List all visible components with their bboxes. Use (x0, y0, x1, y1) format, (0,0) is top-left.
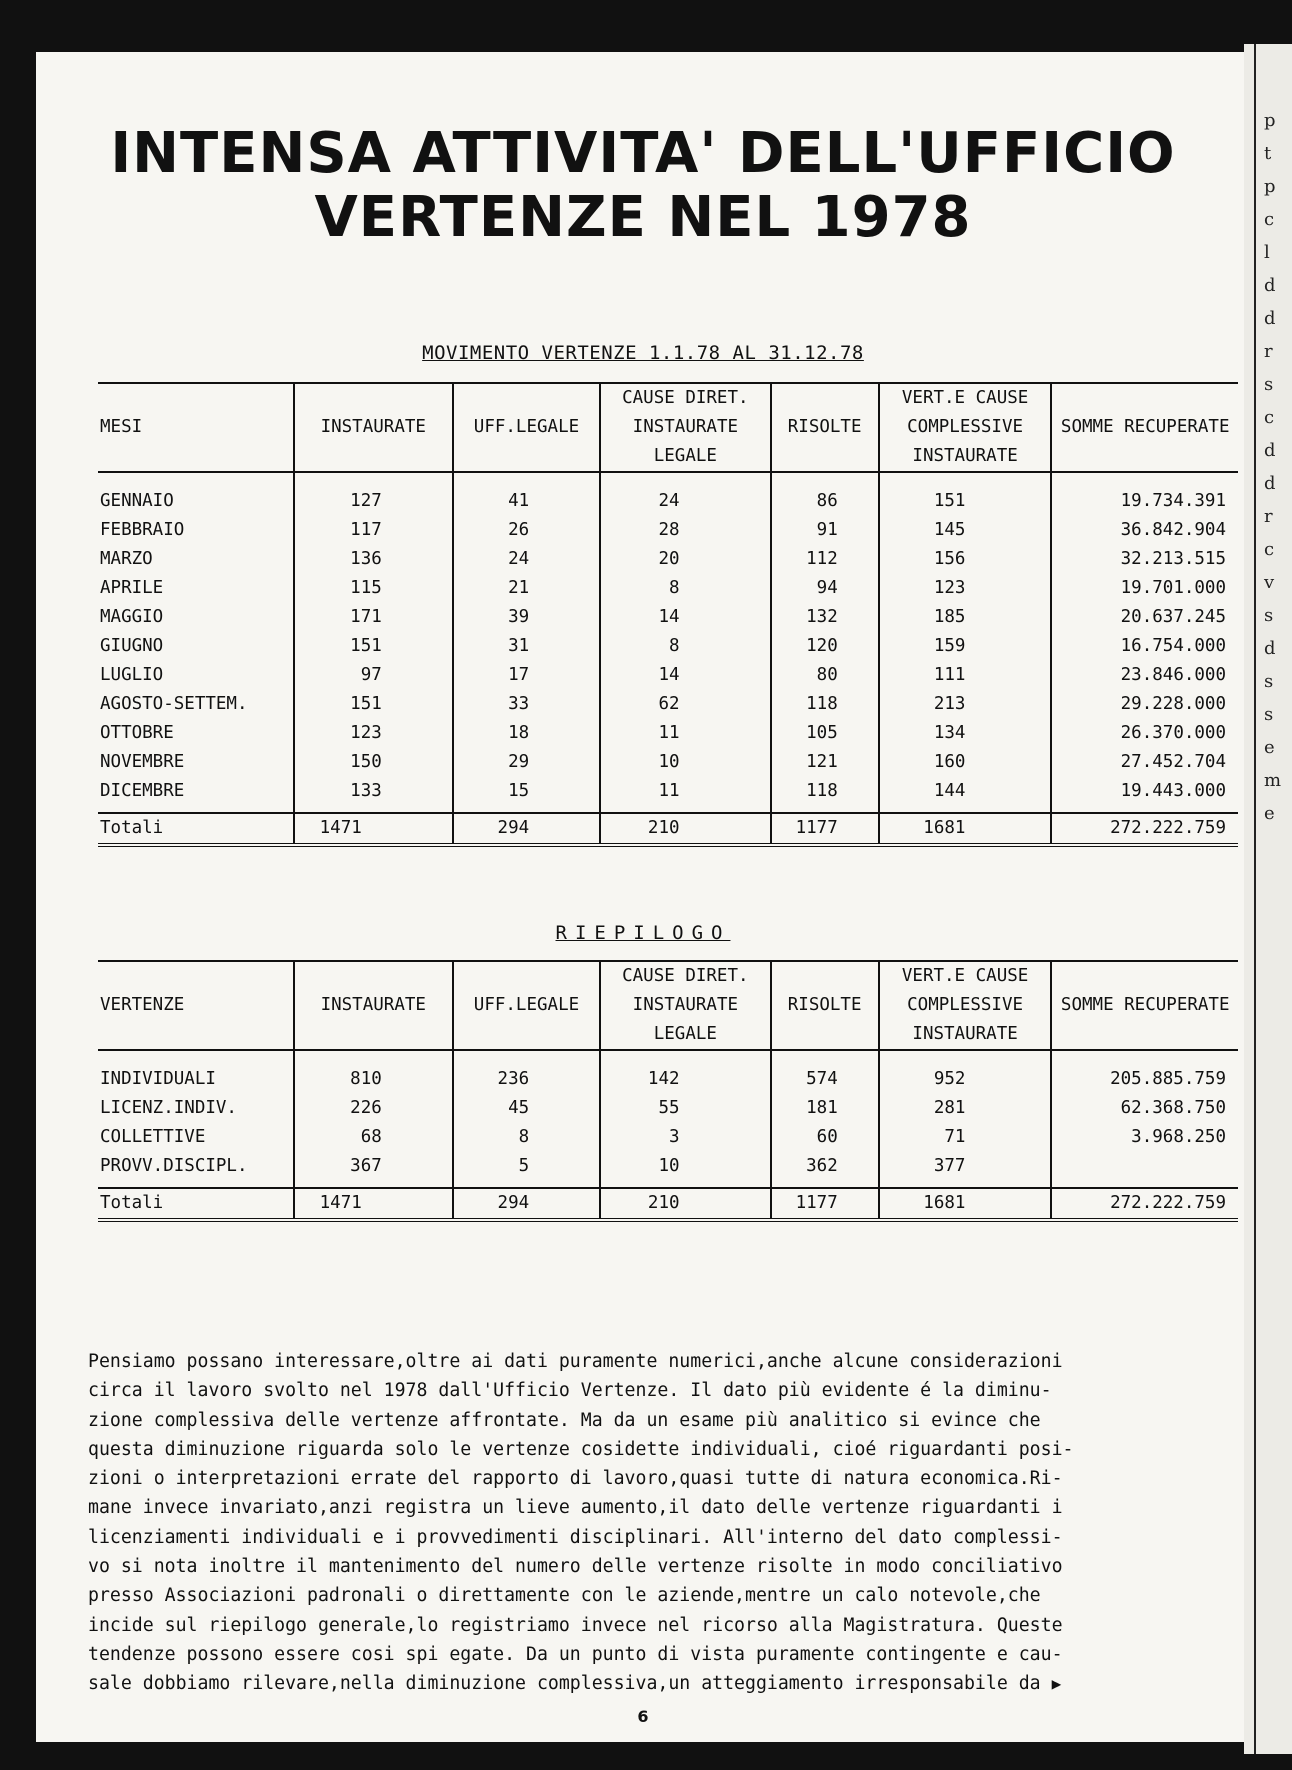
table-cell: 32.213.515 (1051, 545, 1238, 574)
table-cell: 171 (294, 603, 453, 632)
table-row (98, 603, 1238, 632)
table-cell: 132 (771, 603, 879, 632)
adjacent-page-letter: m (1264, 770, 1282, 791)
col-header: RISOLTE (771, 961, 879, 1050)
row-label: LUGLIO (100, 665, 164, 685)
table-cell: 121 (771, 748, 879, 777)
paragraph-line-text: zioni o interpretazioni errate del rapporto di lavoro,quasi tutte di natura economica.Ri- (88, 1468, 1063, 1490)
document-page (36, 52, 1250, 1742)
table-row (98, 1094, 1238, 1123)
table-cell: 105 (771, 719, 879, 748)
table-row (98, 516, 1238, 545)
table-cell: 134 (879, 719, 1052, 748)
table-row (98, 661, 1238, 690)
table-cell: 181 (771, 1094, 879, 1123)
adjacent-page-letter: d (1264, 638, 1276, 659)
table-cell: 123 (879, 574, 1052, 603)
total-cell: 294 (453, 813, 600, 845)
col-header: SOMME RECUPERATE (1051, 383, 1238, 472)
paragraph-line (88, 1611, 1250, 1640)
table-row (98, 1152, 1238, 1188)
table-cell: 23.846.000 (1051, 661, 1238, 690)
table-cell: 150 (294, 748, 453, 777)
table-cell: 159 (879, 632, 1052, 661)
table-cell: 16.754.000 (1051, 632, 1238, 661)
col-header: UFF.LEGALE (453, 961, 600, 1050)
totals-label: Totali (98, 1188, 294, 1220)
paragraph-line (88, 1493, 1250, 1522)
table-cell: 236 (453, 1050, 600, 1094)
table-cell: 21 (453, 574, 600, 603)
table-cell: 118 (771, 777, 879, 813)
paragraph-line-text: licenziamenti individuali e i provvedimenti disciplinari. All'interno del dato complessi- (88, 1526, 1063, 1548)
col-header: VERT.E CAUSE COMPLESSIVE INSTAURATE (879, 961, 1052, 1050)
table-row (98, 719, 1238, 748)
page-title (36, 122, 1250, 250)
adjacent-page-letter: c (1264, 407, 1275, 428)
table-cell: 94 (771, 574, 879, 603)
paragraph-line-text: zione complessiva delle vertenze affrontate. Ma da un esame più analitico si evince che (88, 1409, 1041, 1431)
riepilogo-subtitle: RIEPILOGO (555, 922, 731, 944)
table-cell: 41 (453, 472, 600, 516)
total-cell: 1177 (771, 1188, 879, 1220)
table-cell: 10 (600, 1152, 770, 1188)
row-label: FEBBRAIO (100, 520, 185, 540)
total-cell: 272.222.759 (1051, 1188, 1238, 1220)
table-cell: 145 (879, 516, 1052, 545)
table-cell: 31 (453, 632, 600, 661)
col-header: RISOLTE (771, 383, 879, 472)
adjacent-page-letter: d (1264, 308, 1276, 329)
adjacent-page-letter: d (1264, 275, 1276, 296)
table-row (98, 574, 1238, 603)
table-cell: 45 (453, 1094, 600, 1123)
paragraph-line-text: questa diminuzione riguarda solo le vertenze cosidette individuali, cioé riguardanti posi- (88, 1438, 1074, 1460)
table-cell: 185 (879, 603, 1052, 632)
table-row (98, 748, 1238, 777)
table-row (98, 472, 1238, 516)
adjacent-page-letter: s (1264, 671, 1274, 692)
row-label: APRILE (100, 578, 164, 598)
row-label: MARZO (100, 549, 153, 569)
table-cell: 123 (294, 719, 453, 748)
adjacent-page-letter: v (1264, 572, 1275, 593)
totals-row (98, 813, 1238, 845)
table-header-row (98, 383, 1238, 472)
table-cell: 14 (600, 661, 770, 690)
table-cell: 80 (771, 661, 879, 690)
table-cell: 20.637.245 (1051, 603, 1238, 632)
total-cell: 1177 (771, 813, 879, 845)
adjacent-page-letter: r (1264, 341, 1273, 362)
title-line-1: INTENSA ATTIVITA' DELL'UFFICIO (110, 121, 1176, 186)
adjacent-page-letter: p (1264, 176, 1276, 197)
table-cell: 362 (771, 1152, 879, 1188)
movimento-subtitle: MOVIMENTO VERTENZE 1.1.78 AL 31.12.78 (422, 342, 864, 364)
col-header: CAUSE DIRET. INSTAURATE LEGALE (600, 961, 770, 1050)
table-cell: 18 (453, 719, 600, 748)
paragraph-line-text: circa il lavoro svolto nel 1978 dall'Ufficio Vertenze. Il dato più evidente é la diminu- (88, 1380, 1052, 1402)
adjacent-page-letter: s (1264, 605, 1274, 626)
table-cell: 127 (294, 472, 453, 516)
table-cell: 19.734.391 (1051, 472, 1238, 516)
adjacent-page-letter: r (1264, 506, 1273, 527)
row-label: INDIVIDUALI (100, 1069, 216, 1089)
paragraph-line (88, 1376, 1250, 1405)
table-cell: 15 (453, 777, 600, 813)
table-cell: 117 (294, 516, 453, 545)
adjacent-page-letters (1264, 104, 1281, 830)
table-row (98, 777, 1238, 813)
adjacent-page-letter: c (1264, 539, 1275, 560)
paragraph-line (88, 1552, 1250, 1581)
paragraph-line (88, 1464, 1250, 1493)
table-cell: 151 (294, 690, 453, 719)
table-row (98, 545, 1238, 574)
table-cell: 20 (600, 545, 770, 574)
paragraph-line (88, 1640, 1250, 1669)
table-cell: 27.452.704 (1051, 748, 1238, 777)
table-cell: 19.443.000 (1051, 777, 1238, 813)
table-cell: 28 (600, 516, 770, 545)
table-cell: 151 (879, 472, 1052, 516)
paragraph-line (88, 1523, 1250, 1552)
table-cell: 17 (453, 661, 600, 690)
table-cell: 97 (294, 661, 453, 690)
adjacent-page-letter: c (1264, 209, 1275, 230)
table-cell: 156 (879, 545, 1052, 574)
table-cell: 11 (600, 777, 770, 813)
riepilogo-table (98, 960, 1238, 1222)
table-cell (1051, 1152, 1238, 1188)
table-cell: 120 (771, 632, 879, 661)
adjacent-page-letter: e (1264, 803, 1275, 824)
table-header-row (98, 961, 1238, 1050)
table-cell: 133 (294, 777, 453, 813)
paragraph-line-text: tendenze possono essere cosi spi egate. Da un punto di vista puramente contingente e cau- (88, 1643, 1063, 1665)
table-cell: 213 (879, 690, 1052, 719)
table-cell: 26 (453, 516, 600, 545)
adjacent-page-letter: d (1264, 440, 1276, 461)
row-label: AGOSTO-SETTEM. (100, 694, 248, 714)
total-cell: 1681 (879, 813, 1052, 845)
table-cell: 377 (879, 1152, 1052, 1188)
table-cell: 14 (600, 603, 770, 632)
table-cell: 142 (600, 1050, 770, 1094)
table-cell: 11 (600, 719, 770, 748)
table-cell: 62 (600, 690, 770, 719)
page-gutter-line (1254, 44, 1256, 1754)
row-label: LICENZ.INDIV. (100, 1098, 237, 1118)
total-cell: 272.222.759 (1051, 813, 1238, 845)
col-header: INSTAURATE (294, 383, 453, 472)
table-row (98, 1123, 1238, 1152)
table-cell: 10 (600, 748, 770, 777)
paragraph-line-text: sale dobbiamo rilevare,nella diminuzione complessiva,un atteggiamento irresponsabile da (88, 1673, 1041, 1695)
paragraph-line-text: incide sul riepilogo generale,lo registriamo invece nel ricorso alla Magistratura. Queste (88, 1614, 1063, 1636)
adjacent-page-letter: l (1264, 242, 1270, 263)
table-cell: 144 (879, 777, 1052, 813)
total-cell: 1471 (294, 813, 453, 845)
row-label: GIUGNO (100, 636, 164, 656)
table-cell: 8 (600, 632, 770, 661)
paragraph-line (88, 1581, 1250, 1610)
table-cell: 115 (294, 574, 453, 603)
table-cell: 8 (453, 1123, 600, 1152)
paragraph-line (88, 1669, 1250, 1698)
total-cell: 210 (600, 1188, 770, 1220)
paragraph-line-text: presso Associazioni padronali o direttamente con le aziende,mentre un calo notevole,che (88, 1585, 1041, 1607)
paragraph-line (88, 1347, 1250, 1376)
row-label: PROVV.DISCIPL. (100, 1156, 248, 1176)
table-cell: 29.228.000 (1051, 690, 1238, 719)
table-cell: 5 (453, 1152, 600, 1188)
page-number: 6 (637, 1707, 649, 1726)
table-cell: 24 (453, 545, 600, 574)
adjacent-page-letter: d (1264, 473, 1276, 494)
totals-row (98, 1188, 1238, 1220)
total-cell: 294 (453, 1188, 600, 1220)
table-cell: 205.885.759 (1051, 1050, 1238, 1094)
row-label: OTTOBRE (100, 723, 174, 743)
paragraph-line-text: Pensiamo possano interessare,oltre ai dati puramente numerici,anche alcune considerazioni (88, 1351, 1063, 1372)
totals-label: Totali (98, 813, 294, 845)
col-header: VERTENZE (98, 961, 294, 1050)
table-cell: 24 (600, 472, 770, 516)
table-cell: 810 (294, 1050, 453, 1094)
table-cell: 151 (294, 632, 453, 661)
table-cell: 952 (879, 1050, 1052, 1094)
table-cell: 226 (294, 1094, 453, 1123)
table-cell: 574 (771, 1050, 879, 1094)
table-cell: 8 (600, 574, 770, 603)
table-row (98, 690, 1238, 719)
table-cell: 55 (600, 1094, 770, 1123)
continue-arrow-icon: ▶ (1051, 1674, 1062, 1694)
table-cell: 39 (453, 603, 600, 632)
total-cell: 1681 (879, 1188, 1052, 1220)
row-label: MAGGIO (100, 607, 164, 627)
row-label: NOVEMBRE (100, 752, 185, 772)
col-header: SOMME RECUPERATE (1051, 961, 1238, 1050)
commentary-paragraph (88, 1347, 1250, 1699)
adjacent-page-letter: e (1264, 737, 1275, 758)
col-header: MESI (98, 383, 294, 472)
paragraph-line-text: vo si nota inoltre il mantenimento del numero delle vertenze risolte in modo conciliativo (88, 1556, 1063, 1578)
adjacent-page-letter: t (1264, 143, 1272, 164)
table-cell: 91 (771, 516, 879, 545)
title-line-2: VERTENZE NEL 1978 (314, 185, 972, 250)
table-cell: 86 (771, 472, 879, 516)
table-cell: 71 (879, 1123, 1052, 1152)
table-cell: 111 (879, 661, 1052, 690)
col-header: CAUSE DIRET. INSTAURATE LEGALE (600, 383, 770, 472)
movimento-table (98, 382, 1238, 847)
col-header: UFF.LEGALE (453, 383, 600, 472)
adjacent-page-letter: s (1264, 704, 1274, 725)
paragraph-line (88, 1406, 1250, 1435)
table-cell: 112 (771, 545, 879, 574)
paragraph-line-text: mane invece invariato,anzi registra un lieve aumento,il dato delle vertenze riguardanti i (88, 1497, 1063, 1519)
table-cell: 36.842.904 (1051, 516, 1238, 545)
table-cell: 29 (453, 748, 600, 777)
table-row (98, 632, 1238, 661)
table-cell: 281 (879, 1094, 1052, 1123)
adjacent-page-edge (1244, 44, 1292, 1754)
col-header: INSTAURATE (294, 961, 453, 1050)
table-cell: 118 (771, 690, 879, 719)
row-label: DICEMBRE (100, 781, 185, 801)
table-cell: 33 (453, 690, 600, 719)
table-cell: 68 (294, 1123, 453, 1152)
row-label: GENNAIO (100, 491, 174, 511)
total-cell: 210 (600, 813, 770, 845)
table-cell: 26.370.000 (1051, 719, 1238, 748)
table-cell: 160 (879, 748, 1052, 777)
table-cell: 62.368.750 (1051, 1094, 1238, 1123)
table-cell: 3 (600, 1123, 770, 1152)
table-cell: 3.968.250 (1051, 1123, 1238, 1152)
adjacent-page-letter: p (1264, 110, 1276, 131)
col-header: VERT.E CAUSE COMPLESSIVE INSTAURATE (879, 383, 1052, 472)
table-cell: 136 (294, 545, 453, 574)
table-cell: 60 (771, 1123, 879, 1152)
total-cell: 1471 (294, 1188, 453, 1220)
adjacent-page-letter: s (1264, 374, 1274, 395)
table-row (98, 1050, 1238, 1094)
row-label: COLLETTIVE (100, 1127, 206, 1147)
table-cell: 367 (294, 1152, 453, 1188)
paragraph-line (88, 1435, 1250, 1464)
table-cell: 19.701.000 (1051, 574, 1238, 603)
